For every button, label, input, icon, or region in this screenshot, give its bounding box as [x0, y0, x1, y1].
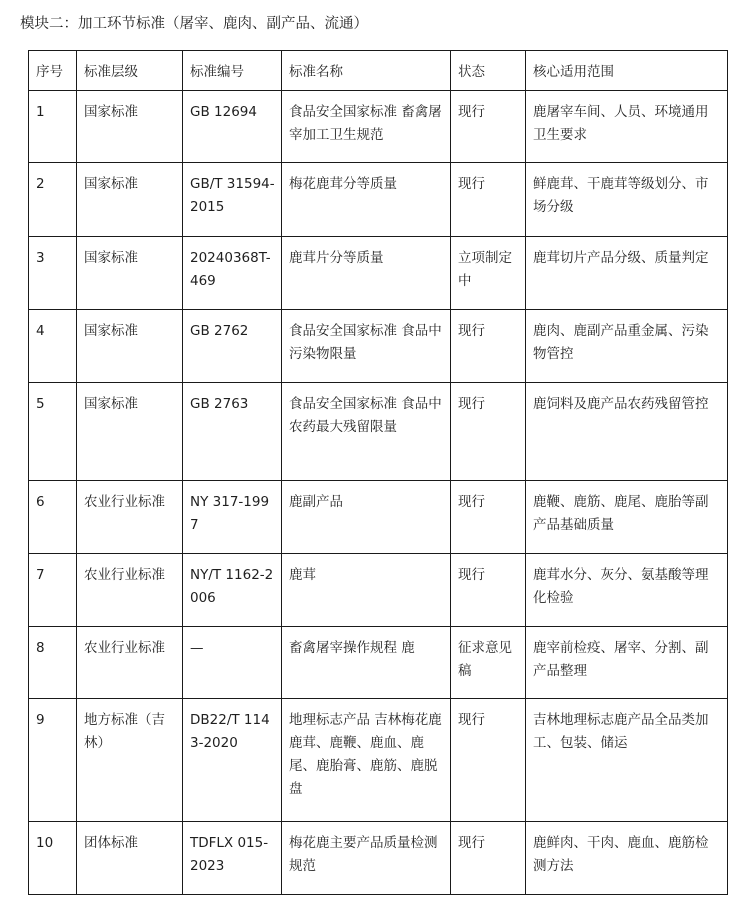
cell-status: 现行 [451, 91, 526, 163]
cell-level: 团体标准 [77, 822, 183, 895]
cell-status: 现行 [451, 481, 526, 554]
header-scope: 核心适用范围 [526, 51, 728, 91]
cell-name: 食品安全国家标准 畜禽屠宰加工卫生规范 [282, 91, 451, 163]
cell-code: GB/T 31594-2015 [183, 163, 282, 237]
cell-scope: 鹿茸切片产品分级、质量判定 [526, 237, 728, 310]
cell-index: 3 [29, 237, 77, 310]
cell-code: GB 2763 [183, 383, 282, 481]
header-index: 序号 [29, 51, 77, 91]
cell-name: 鹿茸 [282, 554, 451, 627]
header-name: 标准名称 [282, 51, 451, 91]
cell-status: 现行 [451, 163, 526, 237]
cell-name: 食品安全国家标准 食品中污染物限量 [282, 310, 451, 383]
cell-level: 农业行业标准 [77, 627, 183, 699]
header-level: 标准层级 [77, 51, 183, 91]
cell-name: 梅花鹿茸分等质量 [282, 163, 451, 237]
cell-name: 畜禽屠宰操作规程 鹿 [282, 627, 451, 699]
cell-scope: 鹿茸水分、灰分、氨基酸等理化检验 [526, 554, 728, 627]
cell-scope: 鹿肉、鹿副产品重金属、污染物管控 [526, 310, 728, 383]
cell-level: 国家标准 [77, 237, 183, 310]
cell-scope: 鹿饲料及鹿产品农药残留管控 [526, 383, 728, 481]
table-row [29, 481, 728, 554]
cell-status: 现行 [451, 554, 526, 627]
table-row [29, 627, 728, 699]
table-row [29, 237, 728, 310]
cell-name: 梅花鹿主要产品质量检测规范 [282, 822, 451, 895]
cell-scope: 鲜鹿茸、干鹿茸等级划分、市场分级 [526, 163, 728, 237]
cell-name: 食品安全国家标准 食品中农药最大残留限量 [282, 383, 451, 481]
cell-scope: 鹿鲜肉、干肉、鹿血、鹿筋检测方法 [526, 822, 728, 895]
cell-index: 10 [29, 822, 77, 895]
table-header-row [29, 51, 728, 91]
section-title: 模块二：加工环节标准（屠宰、鹿肉、副产品、流通） [20, 16, 368, 32]
cell-index: 1 [29, 91, 77, 163]
cell-index: 8 [29, 627, 77, 699]
cell-status: 征求意见稿 [451, 627, 526, 699]
cell-name: 地理标志产品 吉林梅花鹿鹿茸、鹿鞭、鹿血、鹿尾、鹿胎膏、鹿筋、鹿脱盘 [282, 699, 451, 822]
cell-code: NY/T 1162-2006 [183, 554, 282, 627]
table-body [29, 91, 728, 895]
cell-status: 立项制定中 [451, 237, 526, 310]
cell-scope: 鹿宰前检疫、屠宰、分割、副产品整理 [526, 627, 728, 699]
cell-status: 现行 [451, 822, 526, 895]
table-row [29, 310, 728, 383]
cell-status: 现行 [451, 383, 526, 481]
cell-level: 国家标准 [77, 163, 183, 237]
cell-code: 20240368T-469 [183, 237, 282, 310]
cell-level: 国家标准 [77, 310, 183, 383]
cell-code: TDFLX 015-2023 [183, 822, 282, 895]
table-row [29, 699, 728, 822]
cell-name: 鹿茸片分等质量 [282, 237, 451, 310]
cell-index: 5 [29, 383, 77, 481]
cell-level: 农业行业标准 [77, 554, 183, 627]
cell-status: 现行 [451, 699, 526, 822]
cell-code: DB22/T 1143-2020 [183, 699, 282, 822]
table-row [29, 383, 728, 481]
cell-index: 4 [29, 310, 77, 383]
table-row [29, 163, 728, 237]
table-row [29, 554, 728, 627]
cell-scope: 鹿鞭、鹿筋、鹿尾、鹿胎等副产品基础质量 [526, 481, 728, 554]
cell-code: NY 317-1997 [183, 481, 282, 554]
standards-table [28, 50, 728, 895]
cell-scope: 吉林地理标志鹿产品全品类加工、包装、储运 [526, 699, 728, 822]
cell-level: 国家标准 [77, 91, 183, 163]
header-status: 状态 [451, 51, 526, 91]
cell-level: 地方标准（吉林） [77, 699, 183, 822]
cell-level: 农业行业标准 [77, 481, 183, 554]
cell-index: 2 [29, 163, 77, 237]
cell-scope: 鹿屠宰车间、人员、环境通用卫生要求 [526, 91, 728, 163]
cell-name: 鹿副产品 [282, 481, 451, 554]
cell-index: 7 [29, 554, 77, 627]
header-code: 标准编号 [183, 51, 282, 91]
cell-level: 国家标准 [77, 383, 183, 481]
cell-index: 6 [29, 481, 77, 554]
cell-status: 现行 [451, 310, 526, 383]
table-row [29, 822, 728, 895]
cell-code: GB 2762 [183, 310, 282, 383]
table-row [29, 91, 728, 163]
cell-index: 9 [29, 699, 77, 822]
cell-code: GB 12694 [183, 91, 282, 163]
cell-code: — [183, 627, 282, 699]
